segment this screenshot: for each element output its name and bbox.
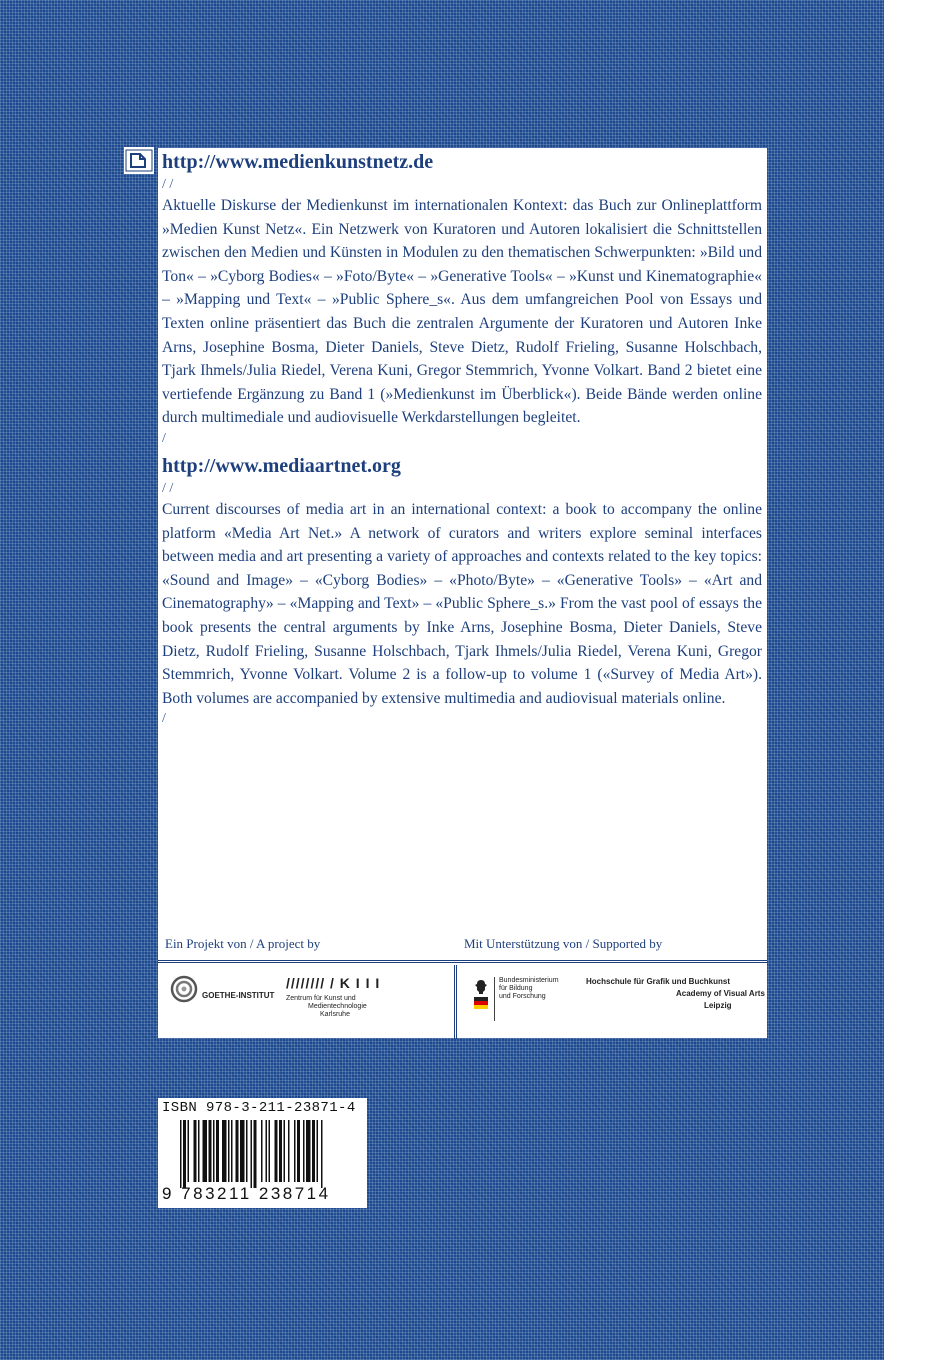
barcode-bar — [279, 1120, 282, 1182]
zkm-line1: Zentrum für Kunst und — [286, 995, 356, 1002]
german-description: Aktuelle Diskurse der Medienkunst im internationalen Kontext: das Buch zur Onlineplattform »Medien Kunst Netz«. Ein Netzwerk von Kuratoren und Autoren lokalisiert die Schnittstellen zwischen den Medien und Künsten in Modulen zu den thematischen Schwerpunkten: »Bild und Ton« – »Cyborg Bodies« – »Foto/Byte« – »Generative Tools« – »Kunst und Kinematographie« – »Mapping und Text« – »Public Sphere_s«. Aus dem umfangreichen Pool von Essays und Texten online präsentiert das Buch die zentralen Argumente der Kuratoren und Autoren Inke Arns, Josephine Bosma, Dieter Daniels, Steve Dietz, Rudolf Frieling, Susanne Holschbach, Tjark Ihmels/Julia Riedel, Verena Kuni, Gregor Stemmrich, Yvonne Volkart. Band 2 bietet eine vertiefende Ergänzung zu Band 1 (»Medienkunst im Überblick«). Beide Bände werden online durch multimediale und audiovisuelle Werkdarstellungen begleitet. — [162, 197, 762, 427]
barcode-bar — [188, 1120, 190, 1182]
barcode-bar — [321, 1120, 323, 1188]
barcode-bars — [180, 1120, 362, 1190]
goethe-name: GOETHE-INSTITUT — [202, 991, 275, 1000]
separator: / / — [162, 480, 174, 496]
url-mediaartnet: http://www.mediaartnet.org — [162, 454, 401, 477]
barcode-bar — [275, 1120, 278, 1182]
zkm-mark: //////// / K I I I — [286, 975, 381, 991]
zkm-line2: Medientechnologie — [308, 1003, 367, 1010]
barcode-bar — [288, 1120, 290, 1182]
barcode-bar — [269, 1120, 271, 1182]
separator: / / — [162, 177, 174, 192]
goethe-circle-icon — [170, 975, 198, 1003]
separator: / — [162, 430, 166, 446]
logo-divider — [454, 965, 457, 1039]
barcode-bar — [180, 1120, 182, 1188]
hgb-line2: Academy of Visual Arts — [676, 989, 765, 998]
bmbf-line2: für Bildung — [499, 985, 533, 992]
barcode-bar — [294, 1120, 296, 1182]
barcode-bar — [194, 1120, 197, 1182]
barcode-bar — [228, 1120, 230, 1182]
barcode-bar — [222, 1120, 227, 1182]
bmbf-rule — [494, 977, 495, 1021]
barcode-bar — [297, 1120, 300, 1182]
barcode-bar — [198, 1120, 200, 1182]
english-description: Current discourses of media art in an international context: a book to accompany the online platform «Media Art Net.» A network of curators and writers explore seminal interfaces between media and art presenting a variety of approaches and contexts related to the key topics: «Sound and Image» – «Cyborg Bodies» – «Photo/Byte» – «Generative Tools» – «Art and Cinematography» – «Mapping and Text» – «Public Sphere_s.» From the vast pool of essays the book presents the central arguments by Inke Arns, Josephine Bosma, Dieter Daniels, Steve Dietz, Rudolf Frieling, Susanne Holschbach, Tjark Ihmels/Julia Riedel, Verena Kuni, Gregor Stemmrich, Yvonne Volkart. Volume 2 is a follow-up to volume 1 («Survey of Media Art»). Both volumes are accompanied by extensive multimedia and audiovisual materials online. — [162, 500, 762, 707]
bmbf-line1: Bundesministerium — [499, 977, 559, 984]
barcode-bar — [306, 1120, 311, 1182]
barcode-bar — [231, 1120, 233, 1182]
barcode-bar — [183, 1120, 186, 1188]
barcode-bar — [251, 1120, 253, 1188]
barcode-bar — [317, 1120, 319, 1182]
bmbf-line3: und Forschung — [499, 993, 546, 1000]
barcode-bar — [246, 1120, 248, 1182]
logo-strip — [158, 960, 767, 1041]
barcode-bar — [261, 1120, 263, 1182]
barcode-bar — [240, 1120, 245, 1182]
zkm-line3: Karlsruhe — [320, 1011, 350, 1018]
barcode-bar — [266, 1120, 268, 1182]
barcode-bar — [209, 1120, 212, 1182]
hgb-line1: Hochschule für Grafik und Buchkunst — [586, 977, 731, 986]
barcode-bar — [303, 1120, 305, 1182]
isbn-barcode — [158, 1098, 367, 1208]
url-medienkunstnetz: http://www.medienkunstnetz.de — [162, 151, 434, 173]
separator: / — [162, 711, 166, 727]
barcode-bar — [213, 1120, 215, 1182]
barcode-bar — [203, 1120, 208, 1182]
project-label: Ein Projekt von / A project by — [165, 936, 321, 951]
barcode-bar — [236, 1120, 239, 1182]
back-cover-text — [162, 148, 762, 728]
credits-section — [158, 936, 767, 1038]
flag-gold — [474, 1005, 488, 1009]
support-label: Mit Unterstützung von / Supported by — [464, 936, 663, 951]
isbn-digits: 9 783211 238714 — [162, 1184, 331, 1203]
barcode-bar — [284, 1120, 286, 1182]
barcode-bar — [312, 1120, 315, 1182]
hgb-line3: Leipzig — [704, 1001, 732, 1010]
book-icon — [124, 147, 154, 174]
eagle-icon — [474, 979, 488, 995]
isbn-label: ISBN 978-3-211-23871-4 — [162, 1100, 356, 1116]
barcode-bar — [216, 1120, 219, 1182]
barcode-bar — [254, 1120, 257, 1188]
